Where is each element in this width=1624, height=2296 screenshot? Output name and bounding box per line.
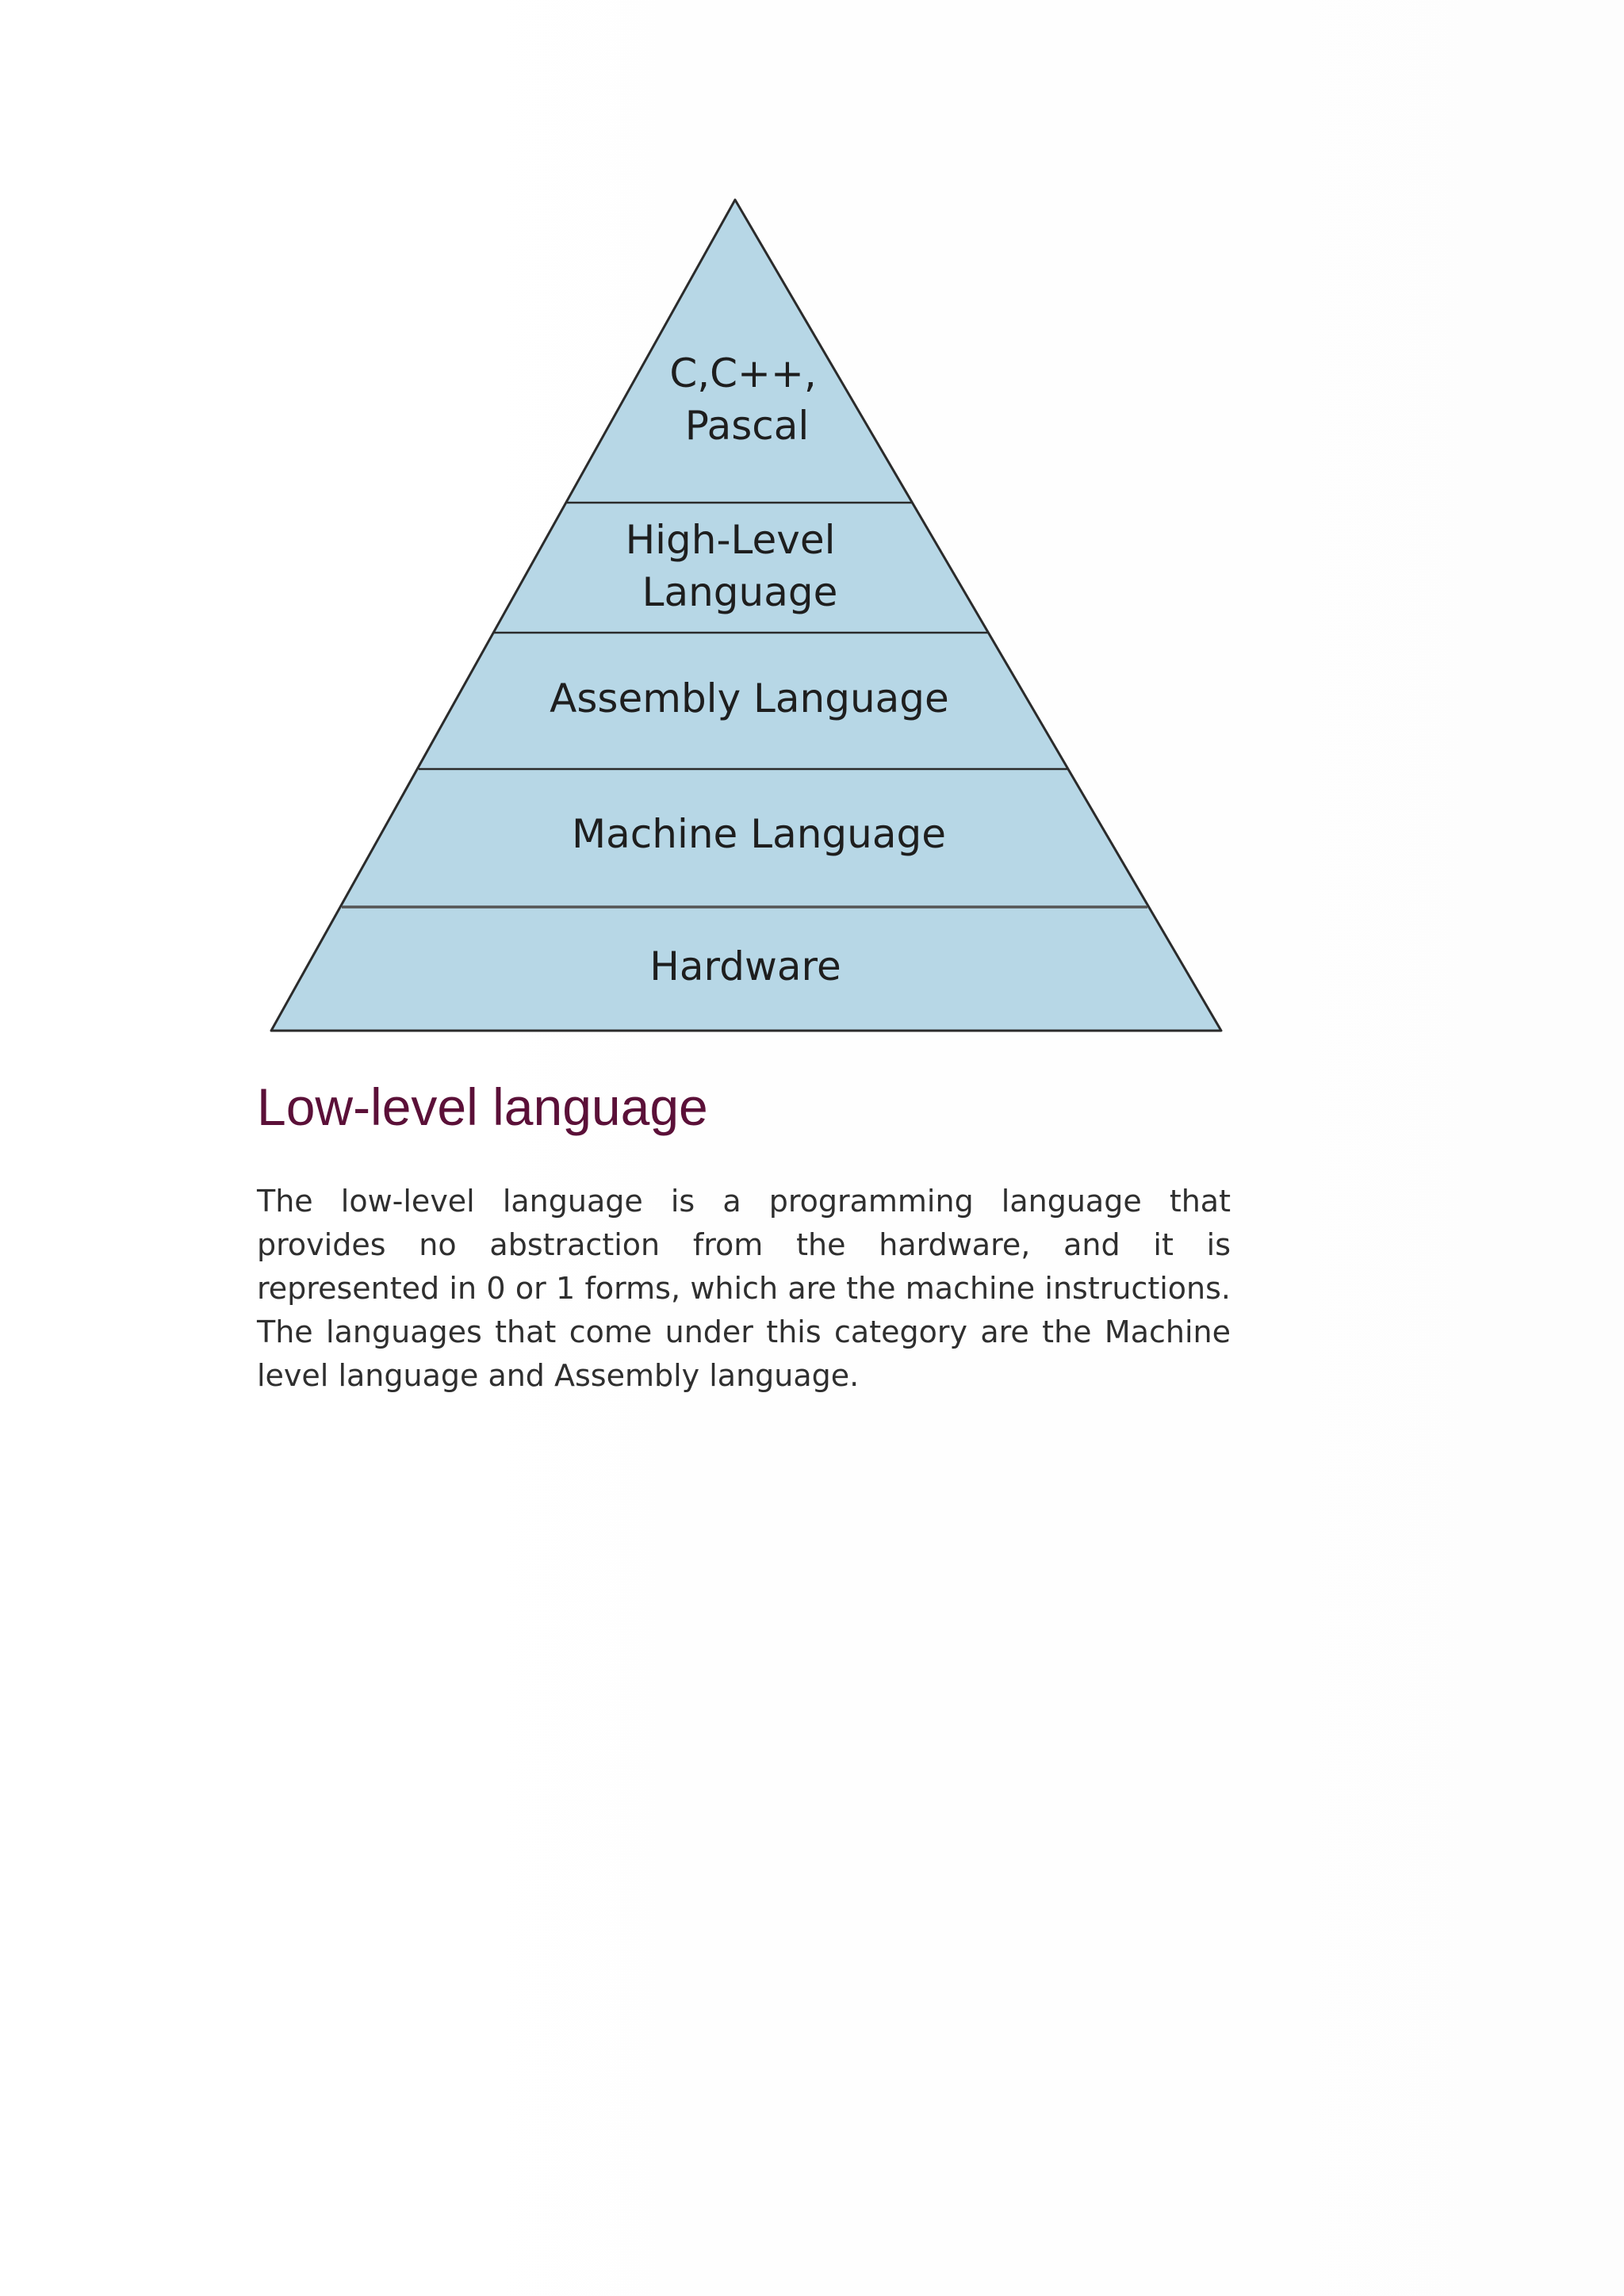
tier-label-assembly-language: Assembly Language — [550, 675, 949, 721]
section-heading: Low-level language — [257, 1077, 708, 1136]
tier-label-high-level-examples: C,C++, Pascal — [669, 350, 817, 449]
tier-label-high-level-language: High-Level Language — [625, 517, 838, 615]
tier-label-hardware: Hardware — [649, 943, 841, 989]
language-level-pyramid — [0, 0, 1624, 1047]
tier-label-machine-language: Machine Language — [572, 811, 946, 857]
section-body-text: The low-level language is a programming language that provides no abstraction from the hardware, and it is represented in 0 or 1 forms, which are the machine instructions. The languages that come under this category are the Machine level language and Assembly language. — [257, 1184, 1231, 1393]
